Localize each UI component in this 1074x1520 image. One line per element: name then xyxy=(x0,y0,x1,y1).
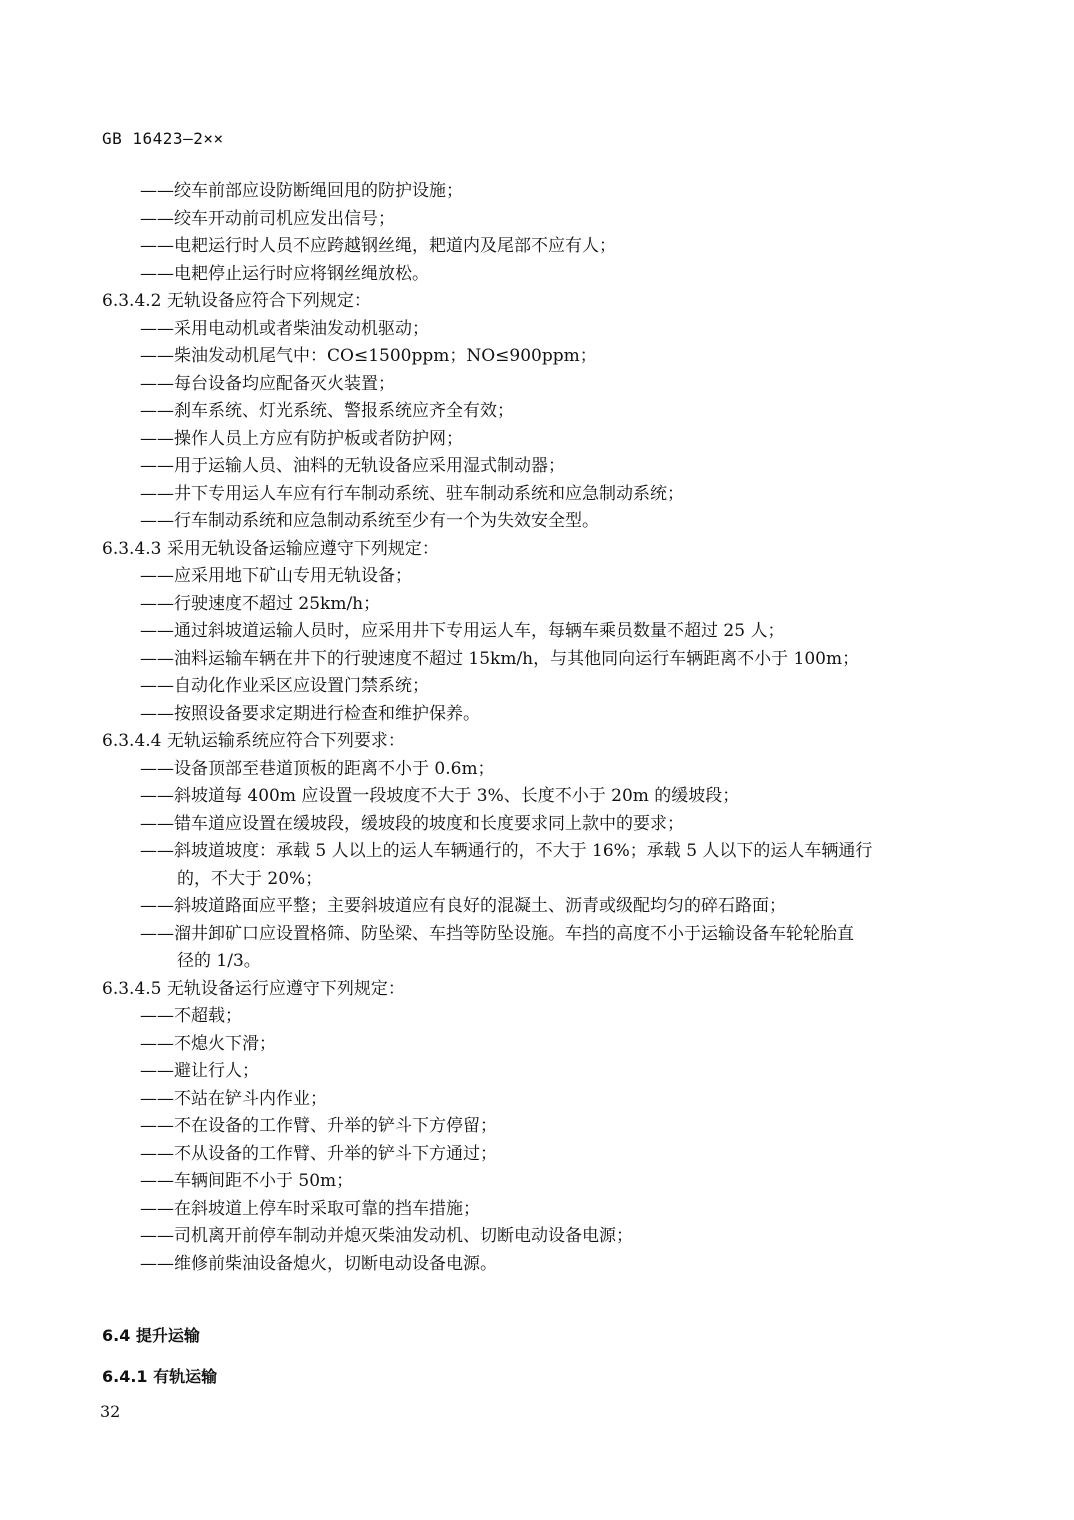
list-item: ——油料运输车辆在井下的行驶速度不超过 15km/h，与其他同向运行车辆距离不小于 100m； xyxy=(140,648,860,669)
document-header-standard-id: GB 16423—2×× xyxy=(102,129,224,148)
list-item: ——车辆间距不小于 50m； xyxy=(140,1171,354,1191)
list-item: ——操作人员上方应有防护板或者防护网； xyxy=(140,428,463,449)
list-item: ——错车道应设置在缓坡段，缓坡段的坡度和长度要求同上款中的要求； xyxy=(140,813,684,834)
clause-heading: 6.3.4.4 无轨运输系统应符合下列要求： xyxy=(102,731,405,751)
list-item: ——不站在铲斗内作业； xyxy=(140,1088,327,1109)
list-item: ——不超载； xyxy=(140,1006,242,1026)
list-item: ——柴油发动机尾气中：CO≤1500ppm；NO≤900ppm； xyxy=(140,346,597,366)
document-body xyxy=(100,178,980,1278)
list-item: ——行驶速度不超过 25km/h； xyxy=(140,593,381,614)
list-item: ——设备顶部至巷道顶板的距离不小于 0.6m； xyxy=(140,758,495,779)
list-item: ——采用电动机或者柴油发动机驱动； xyxy=(140,318,429,339)
list-item: ——刹车系统、灯光系统、警报系统应齐全有效； xyxy=(140,401,514,421)
list-item: ——斜坡道坡度：承载 5 人以上的运人车辆通行的，不大于 16%；承载 5 人以下的运人车辆通行 xyxy=(140,841,873,861)
list-item-continuation: 径的 1/3。 xyxy=(177,951,261,971)
list-item: ——斜坡道每 400m 应设置一段坡度不大于 3%、长度不小于 20m 的缓坡段； xyxy=(140,786,740,806)
list-item: ——自动化作业采区应设置门禁系统； xyxy=(140,676,429,696)
list-item: ——绞车开动前司机应发出信号； xyxy=(140,208,395,229)
list-item: ——绞车前部应设防断绳回甩的防护设施； xyxy=(140,181,463,201)
list-item: ——不从设备的工作臂、升举的铲斗下方通过； xyxy=(140,1143,497,1164)
list-item: ——行车制动系统和应急制动系统至少有一个为失效安全型。 xyxy=(140,511,599,531)
clause-heading: 6.3.4.5 无轨设备运行应遵守下列规定： xyxy=(102,978,405,999)
clause-heading: 6.3.4.2 无轨设备应符合下列规定： xyxy=(102,291,371,311)
list-item: ——斜坡道路面应平整；主要斜坡道应有良好的混凝土、沥青或级配均匀的碎石路面； xyxy=(140,896,786,916)
list-item: ——避让行人； xyxy=(140,1061,259,1081)
list-item: ——溜井卸矿口应设置格筛、防坠梁、车挡等防坠设施。车挡的高度不小于运输设备车轮轮胎直 xyxy=(140,923,854,944)
clause-heading: 6.3.4.3 采用无轨设备运输应遵守下列规定： xyxy=(102,538,439,559)
list-item-continuation: 的，不大于 20%； xyxy=(177,868,323,889)
list-item: ——应采用地下矿山专用无轨设备； xyxy=(140,566,412,586)
list-item: ——每台设备均应配备灭火装置； xyxy=(140,373,395,394)
list-item: ——用于运输人员、油料的无轨设备应采用湿式制动器； xyxy=(140,456,565,476)
list-item: ——司机离开前停车制动并熄灭柴油发动机、切断电动设备电源； xyxy=(140,1226,633,1246)
list-item: ——电耙运行时人员不应跨越钢丝绳，耙道内及尾部不应有人； xyxy=(140,236,616,256)
list-item: ——不在设备的工作臂、升举的铲斗下方停留； xyxy=(140,1116,497,1136)
list-item: ——电耙停止运行时应将钢丝绳放松。 xyxy=(140,263,429,284)
section-heading-6-4-1: 6.4.1 有轨运输 xyxy=(102,1367,218,1386)
page-number: 32 xyxy=(100,1402,121,1421)
list-item: ——通过斜坡道运输人员时，应采用井下专用运人车，每辆车乘员数量不超过 25 人； xyxy=(140,621,785,641)
list-item: ——在斜坡道上停车时采取可靠的挡车措施； xyxy=(140,1198,480,1219)
list-item: ——维修前柴油设备熄火，切断电动设备电源。 xyxy=(140,1253,497,1274)
list-item: ——按照设备要求定期进行检查和维护保养。 xyxy=(140,703,480,724)
list-item: ——井下专用运人车应有行车制动系统、驻车制动系统和应急制动系统； xyxy=(140,483,684,504)
list-item: ——不熄火下滑； xyxy=(140,1033,276,1054)
section-heading-6-4: 6.4 提升运输 xyxy=(102,1326,200,1345)
